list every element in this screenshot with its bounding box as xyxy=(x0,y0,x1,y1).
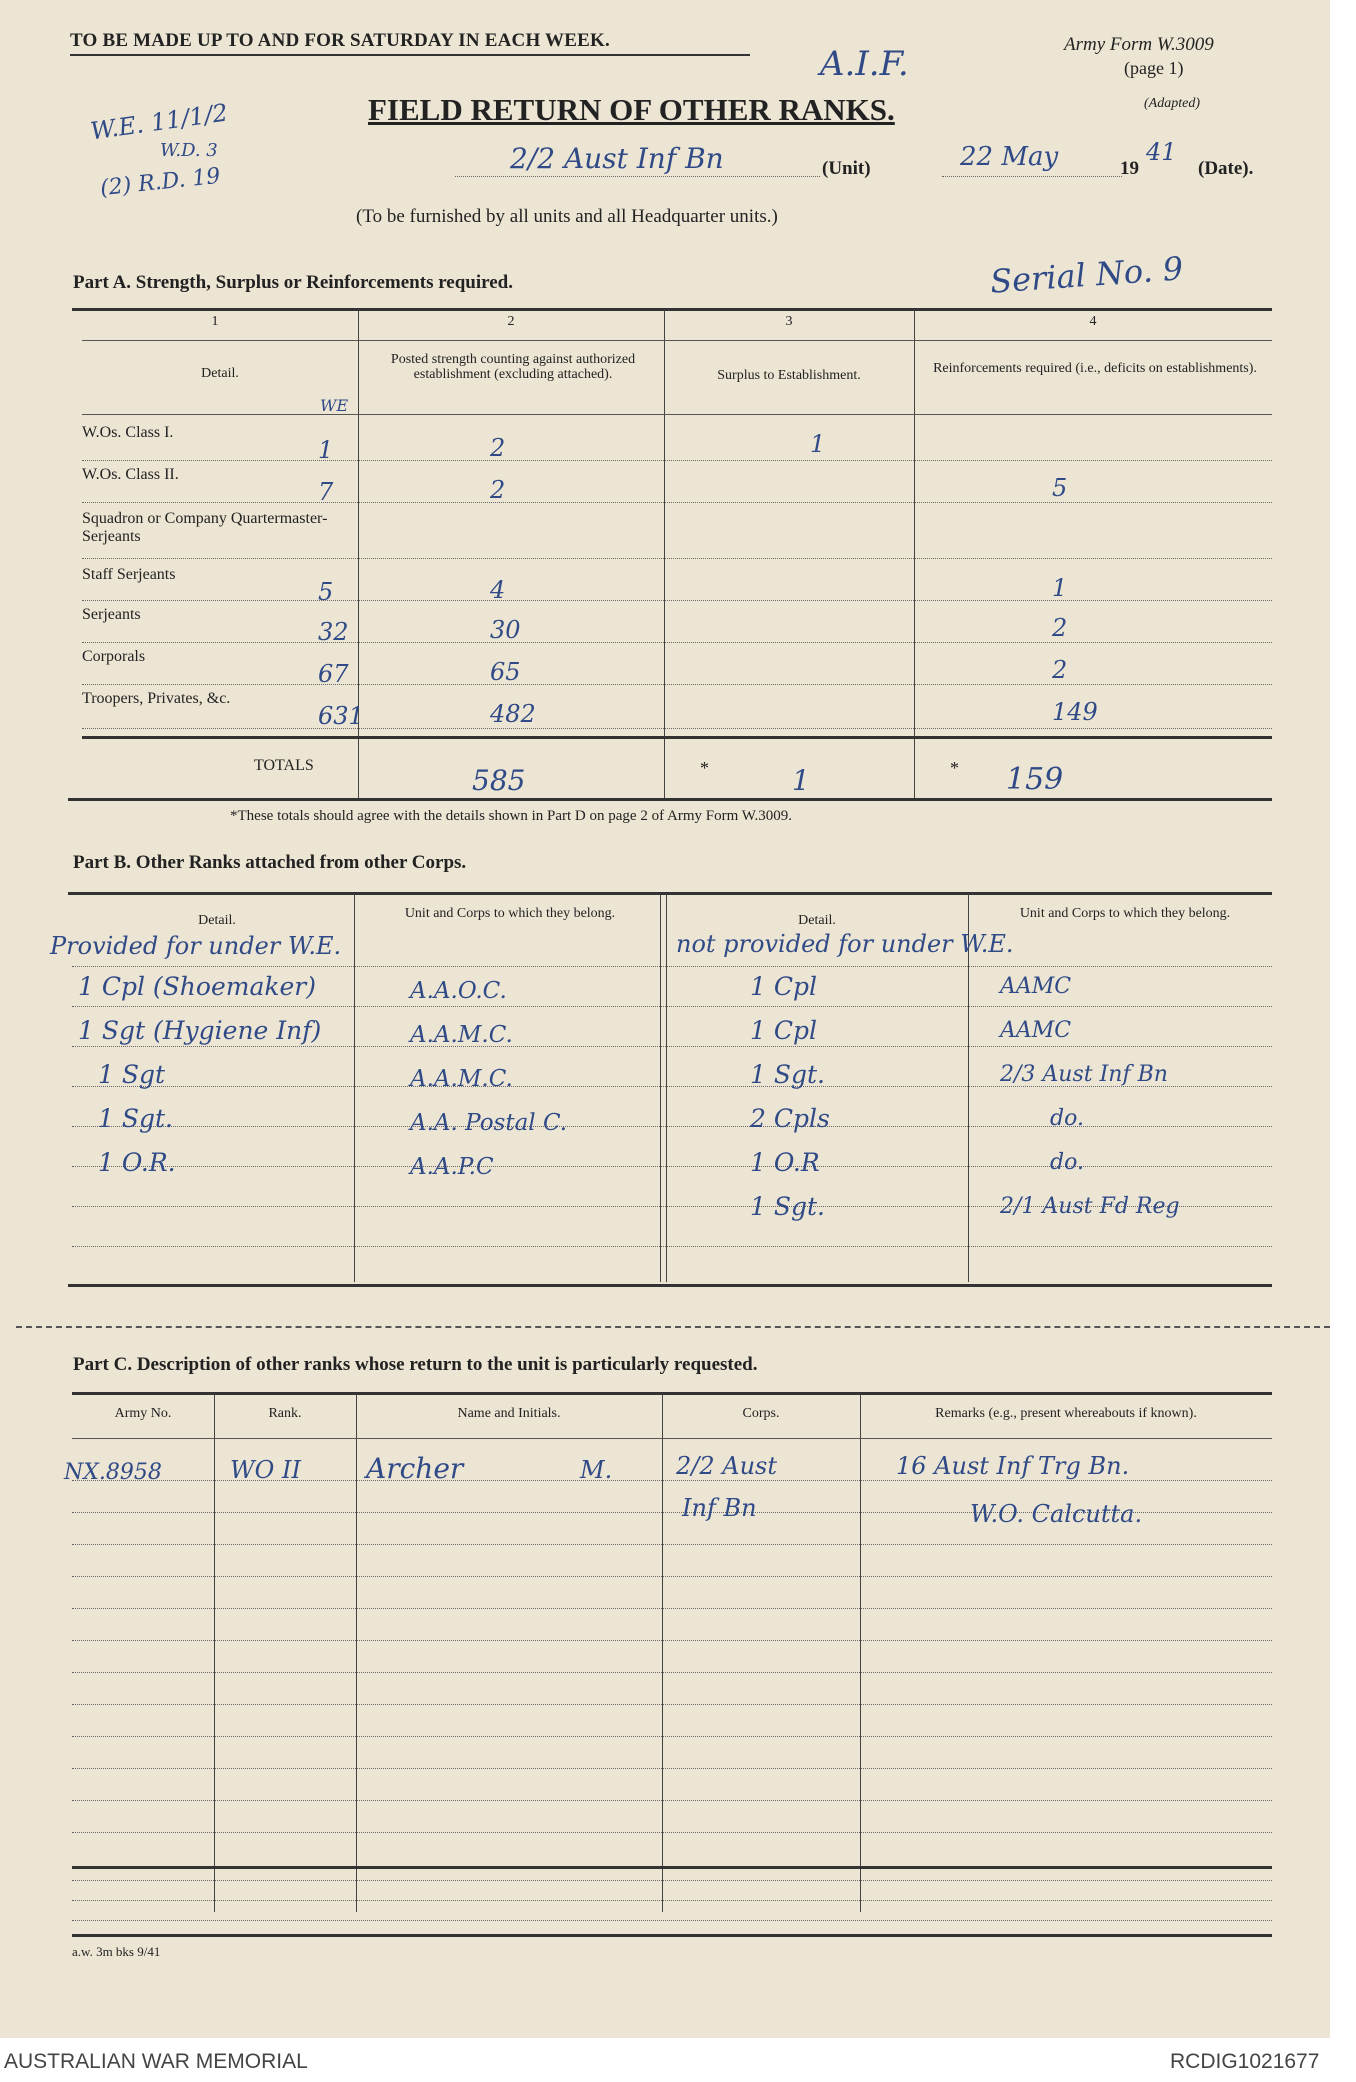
part-c-rule xyxy=(72,1608,1272,1609)
b-right-detail: 1 Sgt. xyxy=(750,1192,825,1221)
part-b-col-divider-1 xyxy=(354,894,355,1282)
col-num-1: 1 xyxy=(211,314,219,329)
page-number: (page 1) xyxy=(1124,58,1184,78)
part-a-col-divider-3 xyxy=(914,310,915,800)
col-head-detail: Detail. xyxy=(201,366,239,381)
part-a-footnote: *These totals should agree with the details shown in Part D on page 2 of Army Form W.3009. xyxy=(230,808,793,824)
b-left-detail: 1 Sgt xyxy=(98,1060,166,1089)
footer-right: RCDIG1021677 xyxy=(1170,2050,1320,2073)
part-a-row-we: 631 xyxy=(318,702,364,730)
part-c-col-divider-4 xyxy=(860,1394,861,1912)
c-head-army-no: Army No. xyxy=(114,1406,172,1421)
part-c-rule xyxy=(72,1920,1272,1921)
part-a-row-label: Staff Serjeants xyxy=(82,566,176,583)
part-a-row-reinf: 2 xyxy=(1052,614,1068,642)
col-num-4: 4 xyxy=(1089,314,1097,329)
part-a-row-label: W.Os. Class I. xyxy=(82,424,174,441)
part-c-rule xyxy=(72,1576,1272,1577)
part-a-row-rule xyxy=(82,642,1272,643)
hw-date: 22 May xyxy=(960,142,1059,172)
part-b-rule xyxy=(72,1046,1272,1047)
part-b-rule xyxy=(72,1006,1272,1007)
c-rank: WO II xyxy=(230,1456,301,1484)
part-b-bottom-rule xyxy=(68,1284,1272,1287)
b-right-detail: 1 O.R xyxy=(750,1148,820,1177)
part-a-row-label: Squadron or Company Quartermaster-Serjeants xyxy=(82,510,328,545)
part-a-row-label: Serjeants xyxy=(82,606,141,623)
part-c-rule xyxy=(72,1704,1272,1705)
part-c-rule xyxy=(72,1800,1272,1801)
part-c-rule xyxy=(72,1880,1272,1881)
c-corps-1: 2/2 Aust xyxy=(676,1452,778,1480)
part-a-row-posted: 30 xyxy=(490,616,521,644)
instruction-text: TO BE MADE UP TO AND FOR SATURDAY IN EACH WEEK. xyxy=(70,30,610,51)
b-left-unit: A.A. Postal C. xyxy=(410,1110,568,1136)
part-a-head-rule xyxy=(82,414,1272,415)
col-num-3: 3 xyxy=(785,314,793,329)
b-right-unit: do. xyxy=(1050,1150,1084,1175)
part-a-row-label: W.Os. Class II. xyxy=(82,466,179,483)
part-c-col-divider-2 xyxy=(356,1394,357,1912)
part-c-heading: Part C. Description of other ranks whose return to the unit is particularly requested. xyxy=(73,1354,758,1375)
part-a-row-reinf: 5 xyxy=(1052,474,1068,502)
col-head-surplus: Surplus to Establishment. xyxy=(717,368,861,383)
total-posted: 585 xyxy=(472,764,526,797)
part-a-totals-rule xyxy=(82,736,1272,739)
total-surplus: 1 xyxy=(792,764,810,797)
part-a-row-rule xyxy=(82,684,1272,685)
b-left-detail: 1 Cpl (Shoemaker) xyxy=(78,972,317,1001)
part-b-top-rule xyxy=(68,892,1272,895)
part-a-row-rule xyxy=(82,728,1272,729)
b-left-detail: 1 O.R. xyxy=(98,1148,176,1177)
part-a-row-we: 5 xyxy=(318,578,334,606)
part-a-row-posted: 2 xyxy=(490,476,506,504)
part-a-row-we: 32 xyxy=(318,618,349,646)
hw-year: 41 xyxy=(1146,138,1177,166)
b-right-unit: 2/1 Aust Fd Reg xyxy=(1000,1194,1180,1219)
page-title: FIELD RETURN OF OTHER RANKS. xyxy=(368,92,895,127)
b-right-detail: 1 Cpl xyxy=(750,1016,817,1045)
part-a-row-reinf: 2 xyxy=(1052,656,1068,684)
part-a-bottom-rule xyxy=(68,798,1272,801)
part-b-heading: Part B. Other Ranks attached from other Corps. xyxy=(73,852,467,873)
part-a-row-we: 7 xyxy=(318,478,334,506)
c-head-name: Name and Initials. xyxy=(457,1406,561,1421)
c-head-remarks: Remarks (e.g., present whereabouts if known). xyxy=(935,1406,1197,1421)
part-a-heading: Part A. Strength, Surplus or Reinforcements required. xyxy=(73,272,513,293)
c-head-rank: Rank. xyxy=(268,1406,302,1421)
instruction-underline xyxy=(70,54,750,56)
part-a-row-reinf: 149 xyxy=(1052,698,1098,726)
part-c-bottom-rule xyxy=(72,1866,1272,1869)
print-code: a.w. 3m bks 9/41 xyxy=(72,1944,161,1959)
date-label: (Date). xyxy=(1198,158,1254,179)
part-c-col-divider-1 xyxy=(214,1394,215,1912)
part-b-rule xyxy=(72,1126,1272,1127)
b-right-unit: AAMC xyxy=(1000,974,1072,999)
b-left-unit: A.A.M.C. xyxy=(410,1022,513,1048)
part-a-row-label: Corporals xyxy=(82,648,146,665)
b-left-unit: A.A.M.C. xyxy=(410,1066,513,1092)
part-a-row-we: 1 xyxy=(318,436,334,464)
form-number: Army Form W.3009 xyxy=(1064,34,1214,55)
unit-line xyxy=(455,176,820,177)
hw-margin-2: W.D. 3 xyxy=(160,140,218,161)
part-c-head-rule xyxy=(72,1438,1272,1439)
part-a-top-rule xyxy=(72,308,1272,311)
hw-aif: A.I.F. xyxy=(820,44,909,84)
part-b-col-divider-2b xyxy=(666,894,667,1282)
c-remarks-1: 16 Aust Inf Trg Bn. xyxy=(896,1452,1130,1480)
part-a-num-rule xyxy=(82,340,1272,341)
b-head-detail-right: Detail. xyxy=(798,913,836,928)
c-name: Archer xyxy=(366,1452,464,1485)
b-left-detail: 1 Sgt. xyxy=(98,1104,173,1133)
b-left-detail: 1 Sgt (Hygiene Inf) xyxy=(78,1016,322,1045)
b-right-unit: AAMC xyxy=(1000,1018,1072,1043)
b-head-unit-left: Unit and Corps to which they belong. xyxy=(404,906,616,921)
b-left-unit: A.A.O.C. xyxy=(410,978,507,1004)
part-c-rule xyxy=(72,1640,1272,1641)
part-c-col-divider-3 xyxy=(662,1394,663,1912)
b-right-detail: 1 Sgt. xyxy=(750,1060,825,1089)
hw-margin-3: (2) R.D. 19 xyxy=(99,163,222,202)
adapted-label: (Adapted) xyxy=(1144,96,1200,111)
part-c-end-rule xyxy=(72,1934,1272,1937)
unit-label: (Unit) xyxy=(822,158,871,179)
col-head-posted: Posted strength counting against authorized establishment (excluding attached). xyxy=(390,352,636,382)
c-head-corps: Corps. xyxy=(742,1406,780,1421)
part-a-row-posted: 482 xyxy=(490,700,536,728)
b-right-unit: 2/3 Aust Inf Bn xyxy=(1000,1062,1168,1087)
c-corps-2: Inf Bn xyxy=(682,1494,757,1522)
part-a-row-reinf: 1 xyxy=(1052,574,1068,602)
tear-line xyxy=(16,1326,1330,1328)
part-a-row-rule xyxy=(82,502,1272,503)
col-head-reinf: Reinforcements required (i.e., deficits on establishments). xyxy=(933,361,1257,376)
footer-left: AUSTRALIAN WAR MEMORIAL xyxy=(4,2050,308,2073)
part-a-row-label: Troopers, Privates, &c. xyxy=(82,690,231,707)
total-reinf: 159 xyxy=(1006,762,1064,797)
hw-margin-1: W.E. 11/1/2 xyxy=(88,98,230,146)
hw-unit: 2/2 Aust Inf Bn xyxy=(510,142,724,175)
hw-we-mark: WE xyxy=(320,396,349,415)
hw-right-note: not provided for under W.E. xyxy=(676,930,1014,958)
part-c-rule xyxy=(72,1544,1272,1545)
surplus-star: * xyxy=(700,758,709,778)
b-right-unit: do. xyxy=(1050,1106,1084,1131)
part-a-row-rule xyxy=(82,460,1272,461)
subtitle: (To be furnished by all units and all Headquarter units.) xyxy=(356,206,778,227)
part-b-rule xyxy=(72,1246,1272,1247)
part-b-col-divider-2 xyxy=(660,894,661,1282)
year-prefix: 19 xyxy=(1120,158,1139,179)
date-line xyxy=(942,176,1122,177)
part-c-rule xyxy=(72,1900,1272,1901)
part-a-row-posted: 4 xyxy=(490,576,506,604)
part-c-rule xyxy=(72,1768,1272,1769)
hw-left-note: Provided for under W.E. xyxy=(50,932,342,960)
part-c-top-rule xyxy=(72,1392,1272,1395)
part-a-row-posted: 2 xyxy=(490,434,506,462)
part-a-row-surplus: 1 xyxy=(810,430,826,458)
reinf-star: * xyxy=(950,758,959,778)
totals-label: TOTALS xyxy=(254,757,314,774)
b-left-unit: A.A.P.C xyxy=(410,1154,494,1180)
part-b-rule xyxy=(72,966,1272,967)
part-c-rule xyxy=(72,1672,1272,1673)
part-c-rule xyxy=(72,1736,1272,1737)
col-num-2: 2 xyxy=(507,314,515,329)
part-b-rule xyxy=(72,1166,1272,1167)
part-a-row-posted: 65 xyxy=(490,658,521,686)
c-army-no: NX.8958 xyxy=(64,1460,162,1485)
c-remarks-2: W.O. Calcutta. xyxy=(970,1500,1143,1528)
part-a-row-we: 67 xyxy=(318,660,349,688)
b-head-detail-left: Detail. xyxy=(198,913,236,928)
b-right-detail: 2 Cpls xyxy=(750,1104,830,1133)
hw-serial: Serial No. 9 xyxy=(988,249,1185,301)
b-head-unit-right: Unit and Corps to which they belong. xyxy=(1019,906,1231,921)
part-a-row-rule xyxy=(82,558,1272,559)
b-right-detail: 1 Cpl xyxy=(750,972,817,1001)
part-a-row-rule xyxy=(82,600,1272,601)
c-initials: M. xyxy=(580,1456,613,1484)
part-c-rule xyxy=(72,1832,1272,1833)
